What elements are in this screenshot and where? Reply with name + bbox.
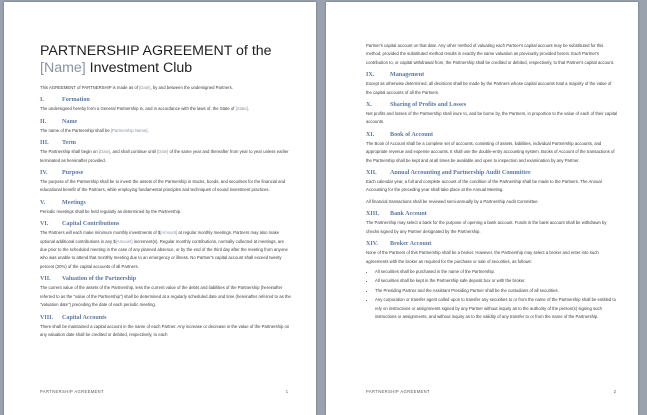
continuation-paragraph: Partner's capital account on that date. Any other method of valuating each Partner's capital account may be substituted for this method, provided the substituted method results in exactly the same valuation as previously provided herein. Each Partner's contribution to, or capital withdrawal from, the Partnership shall be credited or debited, respectively, to that Partner's capital account. (366, 43, 615, 65)
section-meetings (40, 199, 292, 216)
section-body: The name of the Partnership shall be [Partnership Name]. (40, 127, 149, 133)
title-name-placeholder: [Name] (40, 60, 86, 76)
page-1-content (40, 2, 292, 339)
section-body: Periodic meetings shall be held regularly as determined by the Partnership. (40, 208, 182, 214)
section-body: The current value of the assets of the Partnership, less the current value of the debts and liabilities of the Partnership (hereinafter referred to as the "value of the Partnership") shall be determined at a regularly scheduled date and time (hereinafter referred to as the "valuation date") preceding the date of each periodic meeting. (40, 285, 291, 308)
list-item: • All securities shall be kept in the Partnership safe deposit box or with the broker. (375, 277, 618, 285)
section-purpose (40, 169, 292, 195)
section-body: The undersigned hereby form a General Partnership in, and in accordance with the laws of, the State of [State]. (40, 106, 250, 112)
title-line-1: PARTNERSHIP AGREEMENT of the (40, 43, 272, 59)
list-item: • The Presiding Partner and the Assistant Presiding Partner shall be the custodians of all securities. (375, 287, 618, 295)
section-heading: IV. Purpose (40, 170, 84, 177)
date-placeholder: [Date] (139, 85, 151, 90)
document-page-2 (326, 2, 638, 415)
date-placeholder: [Date] (156, 149, 169, 155)
section-heading: XI. Book of Account (366, 131, 433, 138)
section-annual-accounting (366, 169, 618, 206)
section-body: The purpose of the Partnership shall be to invest the assets of the Partnership in stocks, bonds, and securities for the financial and educational benefit of the Partners, while employing fundamental principles and techniques of sound investment practices. (40, 179, 286, 193)
amount-placeholder: [Amount] (115, 238, 133, 244)
section-body: There shall be maintained a capital account in the name of each Partner. Any increase or decrease in the value of the Partnership on any valuation date shall be credited or debited, respectively, to each (40, 323, 290, 337)
footer-page-number: 1 (285, 389, 288, 394)
section-heading: VII. Valuation of the Partnership (40, 276, 137, 283)
partnership-name-placeholder: [Partnership Name] (110, 127, 148, 133)
document-page-1 (4, 2, 316, 415)
section-valuation (40, 275, 292, 309)
section-body: Net profits and losses of the Partnership shall inure to, and be borne by, the Partners, in proportion to the value of each of their capital accounts. (366, 111, 618, 125)
document-title (40, 43, 292, 77)
section-bank-account (366, 210, 618, 236)
section-heading: IX. Management (366, 72, 425, 79)
footer-page-number: 2 (613, 389, 616, 394)
section-name (40, 118, 292, 135)
section-profits-losses (366, 101, 618, 127)
title-line-2: Investment Club (85, 60, 193, 76)
page-footer (40, 389, 288, 394)
section-heading: X. Sharing of Profits and Losses (366, 102, 467, 109)
section-heading: II. Name (40, 118, 78, 125)
section-body: Each calendar year, a full and complete account of the condition of the Partnership shall be made to the Partners. The Annual Accounting for the preceding year shall take place at the Annual Meeting. (366, 179, 602, 193)
state-placeholder: [State] (235, 106, 248, 112)
section-term (40, 139, 292, 165)
section-heading: XII. Annual Accounting and Partnership Audit Committee (366, 170, 531, 177)
section-body: All financial transactions shall be reviewed semi-annually by a Partnership Audit Committee. (366, 198, 539, 204)
section-heading: VI. Capital Contributions (40, 221, 120, 228)
section-body: The Partnership shall begin on [Date], and shall continue until [Date] of the same year and thereafter from year to year unless earlier terminated as hereinafter provided. (40, 149, 289, 163)
broker-bullet-list (366, 268, 618, 321)
section-body: The Partners will each make minimum monthly investments of $[Amount] at regular monthly meetings. Partners may also make optional additional contributions in any $[Amount] increment(s). Regular monthly contributions, normally collected at meetings, are due prior to the scheduled meeting in the case of any planned absence, or by the end of the third day after the meeting from anyone who was unable to attend that monthly meeting due to an emergency or illness. No Partner's capital account shall exceed twenty percent (20%) of the capital accounts of all Partners. (40, 230, 288, 269)
section-body: Except as otherwise determined, all decisions shall be made by the Partners whose capital accounts total a majority of the value of the capital accounts of all the Partners. (366, 81, 612, 95)
amount-placeholder: [Amount] (160, 230, 178, 236)
date-placeholder: [Date] (98, 149, 111, 155)
section-formation (40, 96, 292, 113)
section-heading: I. Formation (40, 97, 90, 104)
section-capital-contributions (40, 220, 292, 271)
section-body: The Book of Account shall be a complete set of accounts, consisting of assets, liabilities, individual Partnership accounts, and appropriate revenue and expense accounts. It shall use the double-entry accounting system. Books of Account of the transactions of the Partnership shall be kept and at all times be available and open to inspection and examination by any Partner. (366, 140, 615, 163)
section-heading: XIII. Bank Account (366, 211, 427, 218)
section-capital-accounts (40, 314, 292, 340)
section-book-of-account (366, 131, 618, 165)
section-management (366, 71, 618, 97)
list-item: • All securities shall be purchased in the name of the Partnership. (375, 268, 618, 276)
section-body: None of the Partners of this Partnership shall be a broker. However, the Partnership may select a broker and enter into such agreements with the broker as required for the purchase or sale of securities, as follows: (366, 250, 599, 264)
section-heading: VIII. Capital Accounts (40, 314, 107, 321)
section-heading: XIV. Broker Account (366, 241, 432, 248)
section-body: The Partnership may select a bank for the purpose of opening a bank account. Funds in the bank account shall be withdrawn by checks signed by any Partner designated by the Partnership. (366, 220, 607, 234)
footer-document-name: PARTNERSHIP AGREEMENT (366, 389, 430, 394)
footer-document-name: PARTNERSHIP AGREEMENT (40, 389, 104, 394)
section-heading: V. Meetings (40, 199, 86, 206)
page-2-content (366, 42, 618, 322)
section-broker-account (366, 240, 618, 321)
list-item: • Any corporation or transfer agent called upon to transfer any securities to or from the name of the Partnership shall be entitled to rely on instructions or assignments signed by any Partner without inquiry as to the authority of the person(s) signing such instructions or assignments, and without inquiry as to the validity of any transfer to or from the name of the Partnership. (375, 296, 618, 321)
page-footer (366, 389, 616, 394)
section-heading: III. Term (40, 140, 76, 147)
intro-paragraph: This AGREEMENT of PARTNERSHIP is made as of [Date], by and between the undersigned Partners. (40, 85, 233, 90)
